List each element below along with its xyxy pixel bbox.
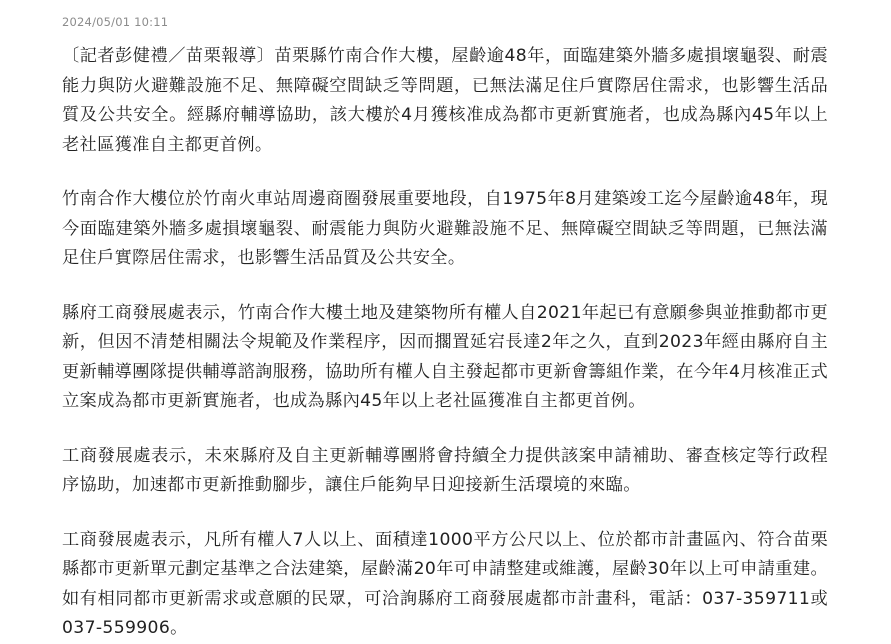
article-paragraph-5: 工商發展處表示，凡所有權人7人以上、面積達1000平方公尺以上、位於都市計畫區內、符合苗栗縣都市更新單元劃定基準之合法建築，屋齡滿20年可申請整建或維護，屋齡30年以上可申請重建。如有相同都市更新需求或意願的民眾，可洽詢縣府工商發展處都市計畫科，電話：037-359711或037-559906。 bbox=[62, 529, 828, 638]
article-paragraph-3: 縣府工商發展處表示，竹南合作大樓土地及建築物所有權人自2021年起已有意願參與並推動都市更新，但因不清楚相關法令規範及作業程序，因而擱置延宕長達2年之久，直到2023年經由縣府自主更新輔導團隊提供輔導諮詢服務，協助所有權人自主發起都市更新會籌組作業，在今年4月核准正式立案成為都市更新實施者，也成為縣內45年以上老社區獲准自主都更首例。 bbox=[62, 302, 828, 411]
article-paragraph-2: 竹南合作大樓位於竹南火車站周邊商圈發展重要地段，自1975年8月建築竣工迄今屋齡逾48年，現今面臨建築外牆多處損壞龜裂、耐震能力與防火避難設施不足、無障礙空間缺乏等問題，已無法滿足住戶實際居住需求，也影響生活品質及公共安全。 bbox=[62, 189, 828, 268]
article-paragraph-1: 〔記者彭健禮／苗栗報導〕苗栗縣竹南合作大樓，屋齡逾48年，面臨建築外牆多處損壞龜裂、耐震能力與防火避難設施不足、無障礙空間缺乏等問題，已無法滿足住戶實際居住需求，也影響生活品質及公共安全。經縣府輔導協助，該大樓於4月獲核准成為都市更新實施者，也成為縣內45年以上老社區獲准自主都更首例。 bbox=[62, 46, 828, 155]
article-body bbox=[62, 0, 828, 644]
article-paragraph-4: 工商發展處表示，未來縣府及自主更新輔導團將會持續全力提供該案申請補助、審查核定等行政程序協助，加速都市更新推動腳步，讓住戶能夠早日迎接新生活環境的來臨。 bbox=[62, 445, 828, 495]
publish-timestamp: 2024/05/01 10:11 bbox=[62, 15, 169, 29]
